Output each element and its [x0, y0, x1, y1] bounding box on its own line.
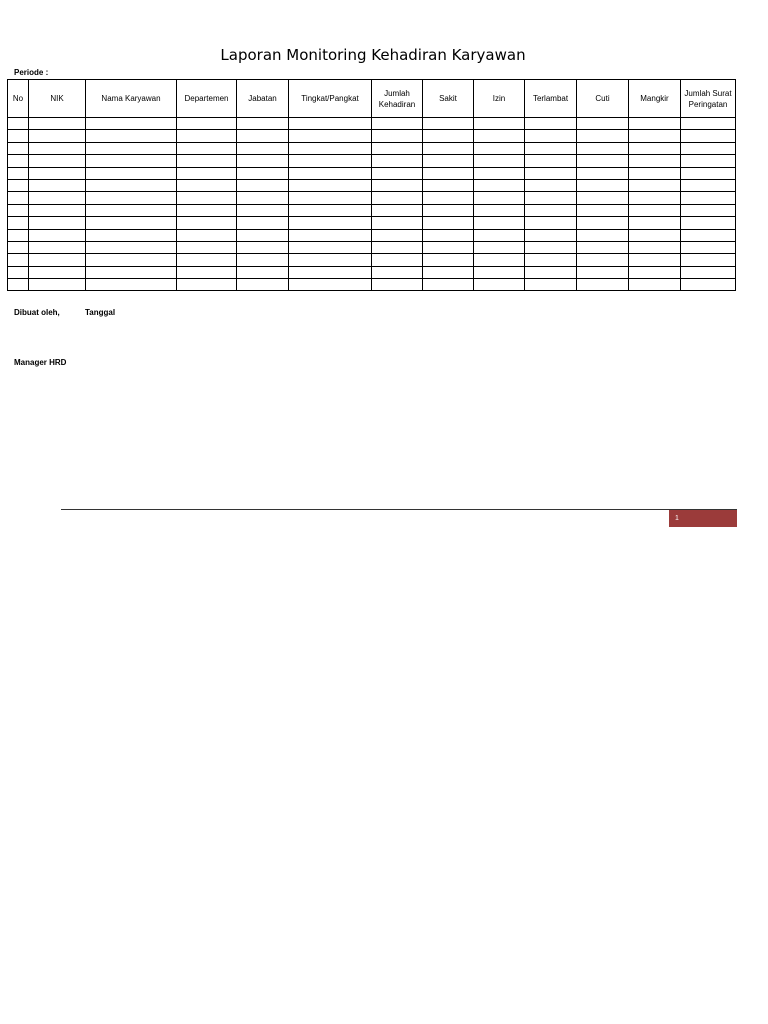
header-jabatan: Jabatan: [237, 80, 289, 118]
table-header-row: [8, 80, 736, 118]
table-cell: [681, 142, 736, 154]
table-cell: [629, 254, 681, 266]
table-cell: [86, 167, 177, 179]
table-cell: [525, 142, 577, 154]
table-cell: [372, 254, 423, 266]
table-cell: [577, 279, 629, 291]
table-cell: [372, 130, 423, 142]
table-cell: [474, 266, 525, 278]
table-body: [8, 118, 736, 291]
table-cell: [29, 130, 86, 142]
table-cell: [29, 142, 86, 154]
table-cell: [525, 229, 577, 241]
table-cell: [423, 229, 474, 241]
table-cell: [474, 192, 525, 204]
table-cell: [577, 118, 629, 130]
table-cell: [629, 192, 681, 204]
header-jumlah-kehadiran: Jumlah Kehadiran: [372, 80, 423, 118]
table-cell: [8, 192, 29, 204]
table-cell: [474, 142, 525, 154]
header-tingkat-pangkat: Tingkat/Pangkat: [289, 80, 372, 118]
header-mangkir: Mangkir: [629, 80, 681, 118]
table-cell: [8, 279, 29, 291]
table-cell: [577, 179, 629, 191]
table-cell: [474, 130, 525, 142]
table-cell: [577, 254, 629, 266]
table-cell: [372, 192, 423, 204]
header-izin: Izin: [474, 80, 525, 118]
table-cell: [629, 167, 681, 179]
table-cell: [289, 279, 372, 291]
table-cell: [8, 229, 29, 241]
table-cell: [423, 217, 474, 229]
table-cell: [8, 217, 29, 229]
table-cell: [681, 241, 736, 253]
table-row: [8, 254, 736, 266]
table-cell: [372, 279, 423, 291]
table-cell: [423, 179, 474, 191]
table-cell: [525, 279, 577, 291]
header-jumlah-surat-peringatan: Jumlah Surat Peringatan: [681, 80, 736, 118]
table-cell: [177, 130, 237, 142]
table-cell: [29, 279, 86, 291]
table-cell: [372, 179, 423, 191]
table-cell: [525, 192, 577, 204]
table-cell: [237, 217, 289, 229]
table-cell: [474, 155, 525, 167]
table-cell: [423, 142, 474, 154]
table-row: [8, 204, 736, 216]
table-cell: [177, 167, 237, 179]
table-cell: [372, 142, 423, 154]
footer-divider: [61, 509, 737, 510]
table-row: [8, 130, 736, 142]
table-cell: [86, 179, 177, 191]
table-cell: [372, 118, 423, 130]
table-cell: [577, 217, 629, 229]
table-cell: [629, 241, 681, 253]
table-cell: [423, 266, 474, 278]
table-cell: [86, 254, 177, 266]
table-cell: [681, 192, 736, 204]
table-cell: [86, 192, 177, 204]
table-cell: [681, 266, 736, 278]
table-cell: [86, 118, 177, 130]
table-cell: [86, 204, 177, 216]
table-cell: [474, 217, 525, 229]
table-cell: [681, 254, 736, 266]
table-cell: [8, 130, 29, 142]
table-cell: [177, 229, 237, 241]
table-row: [8, 229, 736, 241]
table-cell: [237, 254, 289, 266]
table-cell: [289, 266, 372, 278]
header-terlambat: Terlambat: [525, 80, 577, 118]
table-cell: [29, 192, 86, 204]
table-cell: [289, 167, 372, 179]
table-cell: [629, 217, 681, 229]
table-cell: [525, 130, 577, 142]
table-cell: [577, 192, 629, 204]
table-cell: [681, 167, 736, 179]
table-cell: [86, 229, 177, 241]
table-cell: [237, 229, 289, 241]
table-cell: [29, 241, 86, 253]
table-cell: [577, 167, 629, 179]
table-cell: [629, 266, 681, 278]
table-row: [8, 241, 736, 253]
table-cell: [629, 204, 681, 216]
table-cell: [177, 266, 237, 278]
table-cell: [29, 254, 86, 266]
table-cell: [577, 266, 629, 278]
table-cell: [289, 142, 372, 154]
table-cell: [525, 254, 577, 266]
table-cell: [474, 179, 525, 191]
table-cell: [8, 241, 29, 253]
table-cell: [577, 229, 629, 241]
table-cell: [289, 130, 372, 142]
table-cell: [237, 241, 289, 253]
table-cell: [237, 179, 289, 191]
table-cell: [29, 266, 86, 278]
table-cell: [577, 204, 629, 216]
table-cell: [372, 266, 423, 278]
table-cell: [86, 155, 177, 167]
table-cell: [289, 254, 372, 266]
table-cell: [681, 204, 736, 216]
table-cell: [525, 241, 577, 253]
table-cell: [372, 155, 423, 167]
table-cell: [577, 155, 629, 167]
table-cell: [237, 130, 289, 142]
table-cell: [681, 118, 736, 130]
created-by-label: Dibuat oleh,: [14, 308, 60, 317]
header-cuti: Cuti: [577, 80, 629, 118]
table-cell: [237, 204, 289, 216]
table-cell: [86, 279, 177, 291]
table-cell: [29, 155, 86, 167]
table-cell: [29, 118, 86, 130]
table-cell: [177, 192, 237, 204]
table-cell: [681, 179, 736, 191]
table-cell: [423, 130, 474, 142]
table-cell: [86, 130, 177, 142]
table-cell: [289, 192, 372, 204]
header-sakit: Sakit: [423, 80, 474, 118]
table-cell: [86, 266, 177, 278]
table-cell: [525, 217, 577, 229]
table-cell: [629, 130, 681, 142]
table-cell: [8, 118, 29, 130]
table-cell: [237, 167, 289, 179]
table-cell: [177, 217, 237, 229]
table-cell: [423, 155, 474, 167]
table-cell: [8, 266, 29, 278]
header-no: No: [8, 80, 29, 118]
table-cell: [29, 229, 86, 241]
attendance-table: [7, 79, 736, 291]
table-cell: [423, 204, 474, 216]
periode-label: Periode :: [14, 68, 49, 77]
table-cell: [629, 142, 681, 154]
table-cell: [177, 279, 237, 291]
table-cell: [289, 217, 372, 229]
table-cell: [474, 254, 525, 266]
table-cell: [8, 204, 29, 216]
table-cell: [177, 155, 237, 167]
header-nama-karyawan: Nama Karyawan: [86, 80, 177, 118]
table-cell: [29, 217, 86, 229]
table-cell: [86, 241, 177, 253]
table-cell: [423, 241, 474, 253]
table-row: [8, 179, 736, 191]
table-cell: [629, 118, 681, 130]
table-row: [8, 142, 736, 154]
table-row: [8, 217, 736, 229]
manager-label: Manager HRD: [14, 358, 67, 367]
table-cell: [237, 142, 289, 154]
table-cell: [29, 179, 86, 191]
table-cell: [177, 241, 237, 253]
table-cell: [86, 142, 177, 154]
table-cell: [237, 279, 289, 291]
page-number-badge: 1: [669, 510, 737, 527]
table-cell: [177, 118, 237, 130]
table-cell: [372, 167, 423, 179]
table-cell: [177, 204, 237, 216]
table-cell: [525, 204, 577, 216]
page-title: Laporan Monitoring Kehadiran Karyawan: [220, 46, 526, 64]
table-cell: [474, 118, 525, 130]
table-cell: [474, 167, 525, 179]
table-cell: [629, 279, 681, 291]
table-cell: [237, 118, 289, 130]
table-row: [8, 266, 736, 278]
table-row: [8, 118, 736, 130]
table-cell: [681, 279, 736, 291]
table-cell: [29, 204, 86, 216]
header-nik: NIK: [29, 80, 86, 118]
table-cell: [423, 167, 474, 179]
table-cell: [681, 229, 736, 241]
table-cell: [8, 142, 29, 154]
table-cell: [577, 130, 629, 142]
table-cell: [177, 179, 237, 191]
table-cell: [8, 254, 29, 266]
table-cell: [372, 204, 423, 216]
table-cell: [629, 155, 681, 167]
table-cell: [289, 241, 372, 253]
table-cell: [474, 229, 525, 241]
table-cell: [8, 167, 29, 179]
date-label: Tanggal: [85, 308, 116, 317]
table-row: [8, 279, 736, 291]
table-cell: [8, 179, 29, 191]
table-cell: [177, 254, 237, 266]
table-cell: [577, 142, 629, 154]
table-cell: [289, 229, 372, 241]
table-cell: [423, 192, 474, 204]
table-cell: [372, 241, 423, 253]
table-cell: [289, 204, 372, 216]
table-cell: [525, 266, 577, 278]
table-cell: [474, 241, 525, 253]
table-cell: [237, 155, 289, 167]
table-cell: [629, 179, 681, 191]
table-row: [8, 167, 736, 179]
table-cell: [289, 155, 372, 167]
table-cell: [423, 279, 474, 291]
table-cell: [423, 118, 474, 130]
table-cell: [474, 204, 525, 216]
table-cell: [423, 254, 474, 266]
table-cell: [289, 118, 372, 130]
table-cell: [372, 217, 423, 229]
table-cell: [681, 155, 736, 167]
table-cell: [577, 241, 629, 253]
table-cell: [289, 179, 372, 191]
table-cell: [525, 118, 577, 130]
table-cell: [177, 142, 237, 154]
header-departemen: Departemen: [177, 80, 237, 118]
table-cell: [629, 229, 681, 241]
table-cell: [525, 179, 577, 191]
table-cell: [525, 155, 577, 167]
table-cell: [8, 155, 29, 167]
table-cell: [372, 229, 423, 241]
table-cell: [237, 192, 289, 204]
table-row: [8, 155, 736, 167]
table-cell: [237, 266, 289, 278]
table-cell: [681, 130, 736, 142]
table-row: [8, 192, 736, 204]
table-cell: [29, 167, 86, 179]
table-cell: [86, 217, 177, 229]
table-cell: [525, 167, 577, 179]
table-cell: [681, 217, 736, 229]
table-cell: [474, 279, 525, 291]
